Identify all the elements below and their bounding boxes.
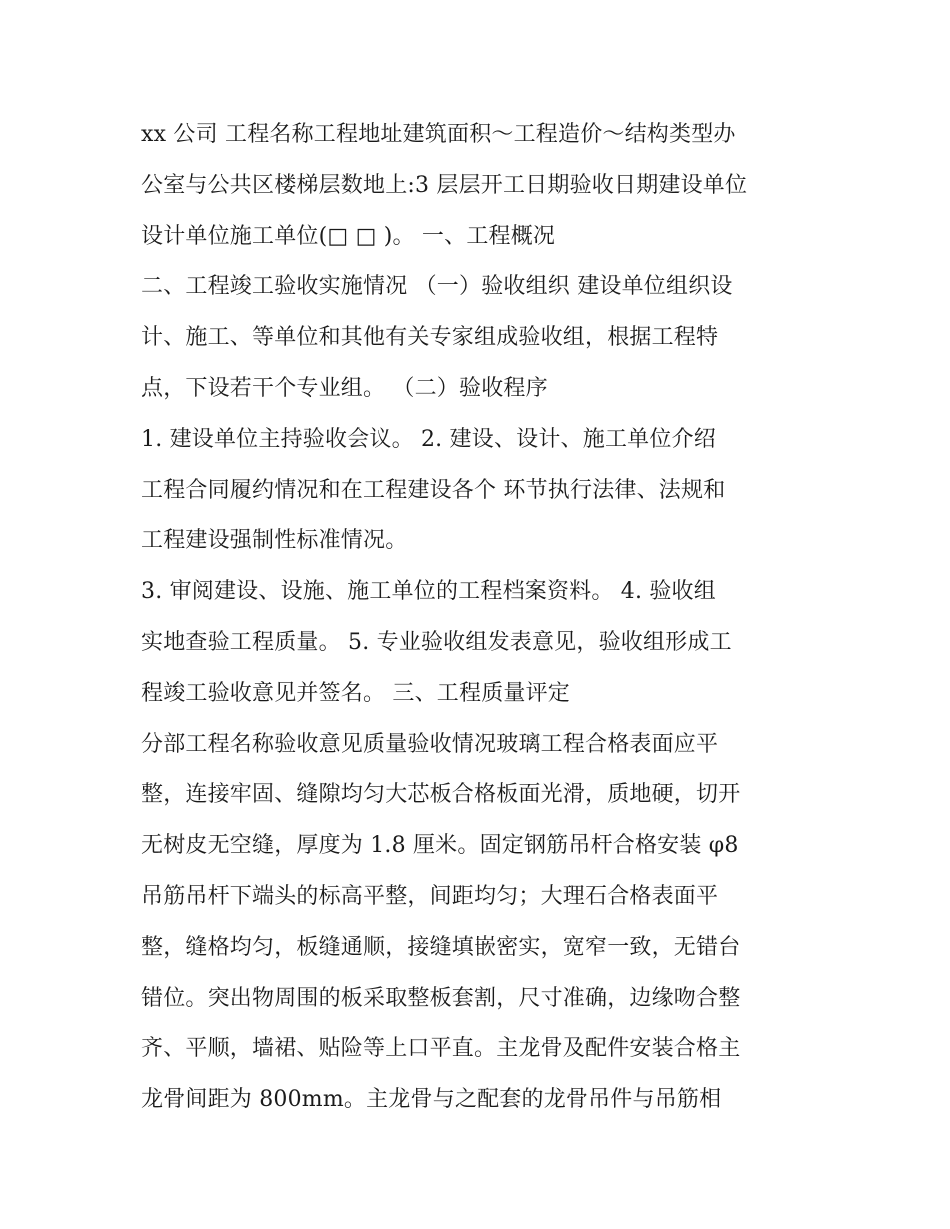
text-line: 齐、平顺，墙裙、贴险等上口平直。主龙骨及配件安装合格主	[141, 1036, 741, 1062]
text-line: 无树皮无空缝，厚度为 1.8 厘米。固定钢筋吊杆合格安装 φ8	[141, 833, 739, 859]
text-line: 工程合同履约情况和在工程建设各个 环节执行法律、法规和	[141, 477, 726, 503]
text-line: 实地查验工程质量。 5. 专业验收组发表意见，验收组形成工	[141, 629, 732, 655]
text-line: 龙骨间距为 800mm。主龙骨与之配套的龙骨吊件与吊筋相	[141, 1087, 722, 1113]
text-line: 工程建设强制性标准情况。	[141, 528, 408, 554]
text-line: 设计单位施工单位(□ □ )。 一、工程概况	[141, 223, 556, 249]
text-line: 整，缝格均匀，板缝通顺，接缝填嵌密实，宽窄一致，无错台	[141, 934, 741, 960]
text-line: 吊筋吊杆下端头的标高平整，间距均匀；大理石合格表面平	[141, 883, 719, 909]
body-text	[141, 110, 831, 1126]
text-line: 二、工程竣工验收实施情况 （一）验收组织 建设单位组织设	[141, 274, 733, 300]
text-line: 3. 审阅建设、设施、施工单位的工程档案资料。 4. 验收组	[141, 579, 716, 605]
text-line: 程竣工验收意见并签名。 三、工程质量评定	[141, 680, 570, 706]
text-line: xx 公司 工程名称工程地址建筑面积～工程造价～结构类型办	[141, 122, 736, 147]
text-line: 点，下设若干个专业组。 （二）验收程序	[141, 375, 548, 401]
text-line: 错位。突出物周围的板采取整板套割，尺寸准确，边缘吻合整	[141, 985, 741, 1011]
text-line: 公室与公共区楼梯层数地上:3 层层开工日期验收日期建设单位	[141, 172, 748, 198]
text-line: 计、施工、等单位和其他有关专家组成验收组，根据工程特	[141, 325, 719, 351]
text-line: 整，连接牢固、缝隙均匀大芯板合格板面光滑，质地硬，切开	[141, 782, 741, 808]
text-line: 1. 建设单位主持验收会议。 2. 建设、设计、施工单位介绍	[141, 426, 716, 452]
text-line: 分部工程名称验收意见质量验收情况玻璃工程合格表面应平	[141, 731, 719, 757]
